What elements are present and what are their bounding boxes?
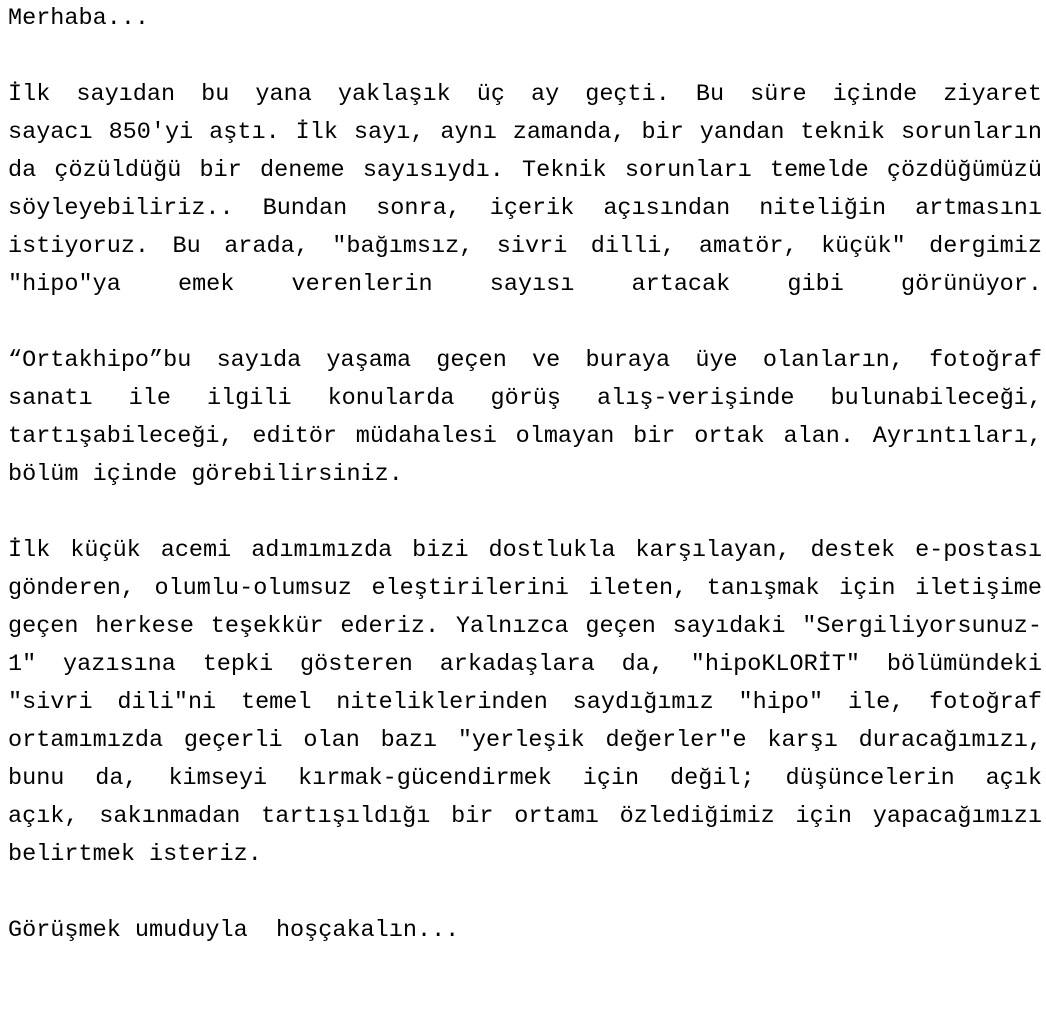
text-line: sayacı 850'yi aştı. İlk sayı, aynı zamanda, bir yandan teknik sorunların (8, 119, 1042, 146)
text-line: da çözüldüğü bir deneme sayısıydı. Teknik sorunları temelde çözdüğümüzü (8, 157, 1042, 184)
text-line: bunu da, kimseyi kırmak-gücendirmek için değil; düşüncelerin açık (8, 765, 1042, 792)
letter-body (8, 0, 1042, 950)
paragraph-gap (8, 874, 1042, 912)
text-line: İlk küçük acemi adımımızda bizi dostlukla karşılayan, destek e-postası (8, 537, 1042, 564)
text-line: ortamımızda geçerli olan bazı "yerleşik değerler"e karşı duracağımızı, (8, 727, 1042, 754)
text-line: bölüm içinde görebilirsiniz. (8, 461, 403, 488)
greeting-line: Merhaba... (8, 5, 150, 32)
text-line: sanatı ile ilgili konularda görüş alış-verişinde bulunabileceği, (8, 385, 1042, 412)
paragraph-ortakhipo (8, 342, 1042, 494)
text-line: "sivri dili"ni temel niteliklerinden saydığımız "hipo" ile, fotoğraf (8, 689, 1042, 716)
closing-line: Görüşmek umuduyla hoşçakalın... (8, 917, 460, 944)
text-line: açık, sakınmadan tartışıldığı bir ortamı özlediğimiz için yapacağımızı (8, 803, 1042, 830)
paragraph-gap (8, 304, 1042, 342)
text-line: İlk sayıdan bu yana yaklaşık üç ay geçti. Bu süre içinde ziyaret (8, 81, 1042, 108)
text-line: 1" yazısına tepki gösteren arkadaşlara da, "hipoKLORİT" bölümündeki (8, 651, 1042, 678)
paragraph-gap (8, 38, 1042, 76)
paragraph-intro (8, 76, 1042, 304)
text-line: “Ortakhipo”bu sayıda yaşama geçen ve buraya üye olanların, fotoğraf (8, 347, 1042, 374)
paragraph-thanks (8, 532, 1042, 874)
text-line: istiyoruz. Bu arada, "bağımsız, sivri dilli, amatör, küçük" dergimiz (8, 233, 1042, 260)
text-line: gönderen, olumlu-olumsuz eleştirilerini ileten, tanışmak için iletişime (8, 575, 1042, 602)
text-line: söyleyebiliriz.. Bundan sonra, içerik açısından niteliğin artmasını (8, 195, 1042, 222)
text-line: geçen herkese teşekkür ederiz. Yalnızca geçen sayıdaki "Sergiliyorsunuz- (8, 613, 1042, 640)
paragraph-gap (8, 494, 1042, 532)
text-line: tartışabileceği, editör müdahalesi olmayan bir ortak alan. Ayrıntıları, (8, 423, 1042, 450)
text-line: belirtmek isteriz. (8, 841, 262, 868)
text-line: "hipo"ya emek verenlerin sayısı artacak gibi görünüyor. (8, 271, 1042, 298)
